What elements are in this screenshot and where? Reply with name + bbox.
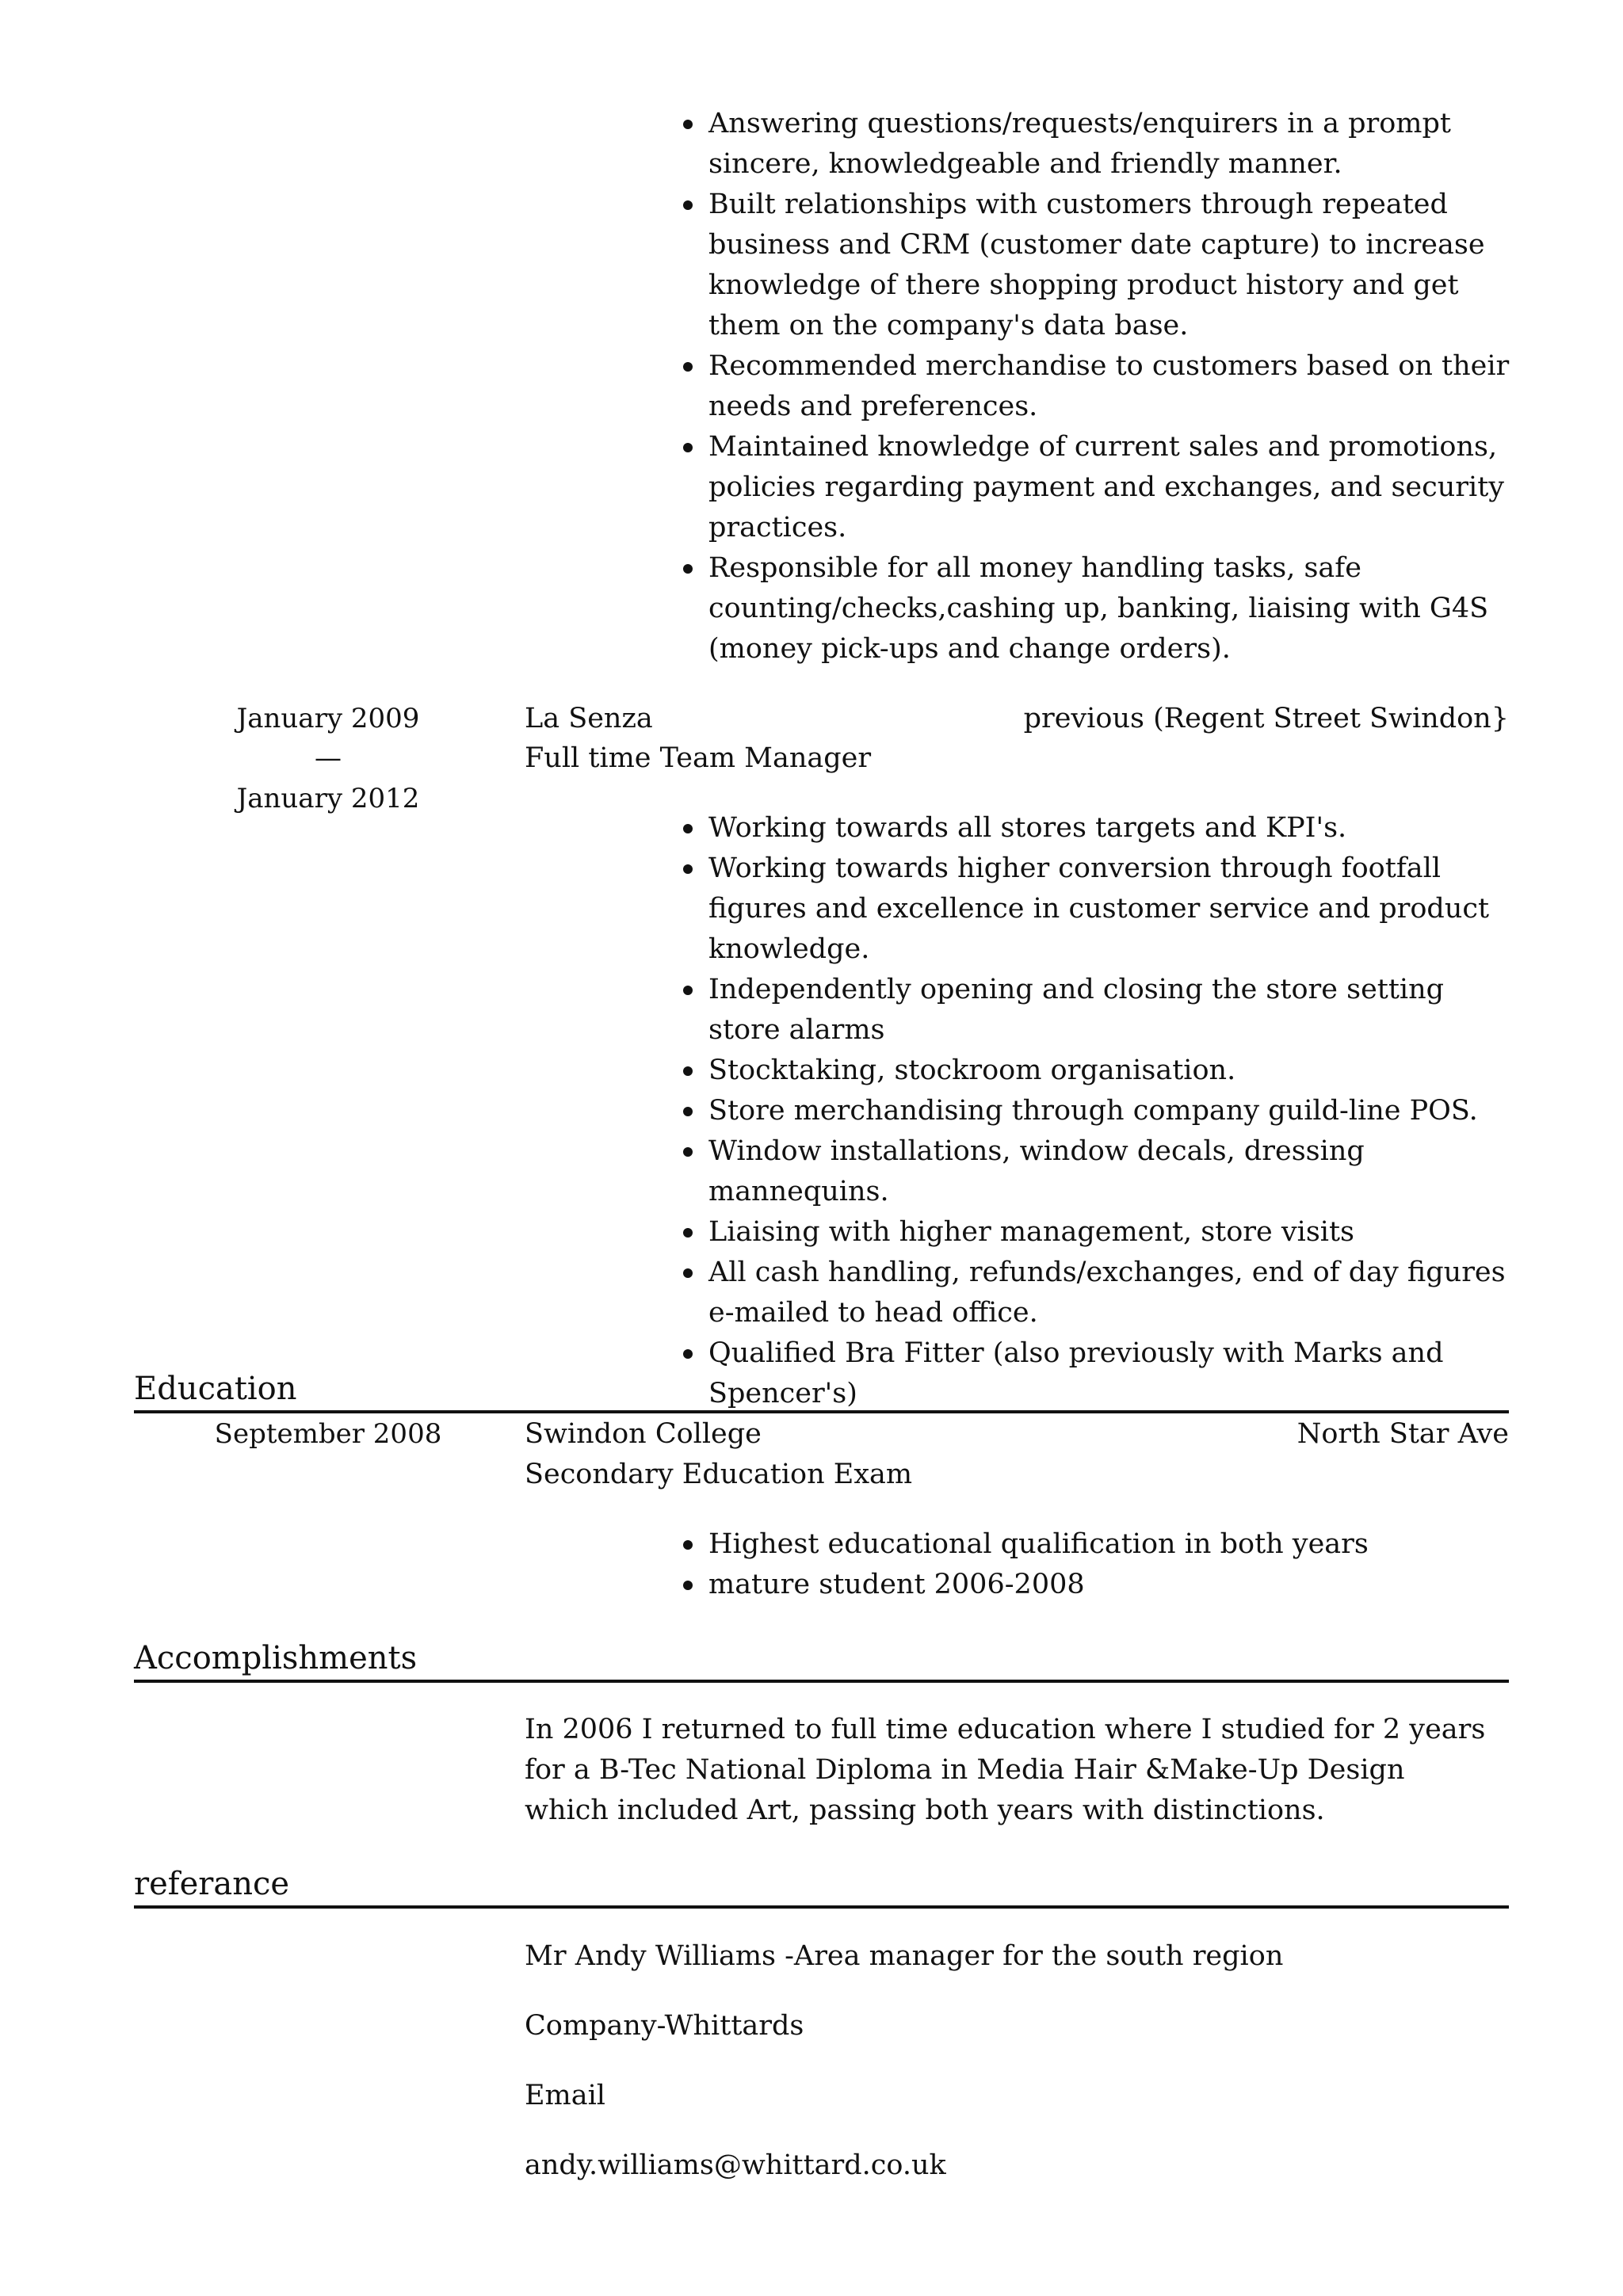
previous-job-bullets (682, 104, 1514, 669)
reference-email: andy.williams@whittard.co.uk (525, 2149, 946, 2181)
bullet-icon (683, 824, 693, 833)
accomplishments-heading: Accomplishments (134, 1640, 418, 1676)
section-divider (134, 1680, 1509, 1683)
qualification: Secondary Education Exam (525, 1459, 913, 1490)
section-divider (134, 1905, 1509, 1909)
reference-name: Mr Andy Williams -Area manager for the south region (525, 1940, 1284, 1972)
list-item: Store merchandising through company guild-line POS. (682, 1091, 1514, 1131)
accomplishments-text: In 2006 I returned to full time education where I studied for 2 years for a B-Tec National Diploma in Media Hair &Make-Up Design which included Art, passing both years with distinctions. (525, 1714, 1486, 1826)
school-name: Swindon College (525, 1418, 762, 1450)
education-heading: Education (134, 1371, 297, 1407)
reference-company: Company-Whittards (525, 2010, 804, 2042)
reference-email-label: Email (525, 2080, 605, 2111)
bullet-icon (683, 1581, 693, 1590)
list-item: Highest educational qualification in both years (682, 1524, 1514, 1565)
bullet-icon (683, 1228, 693, 1238)
list-item: Stocktaking, stockroom organisation. (682, 1051, 1514, 1091)
education-date: September 2008 (214, 1418, 442, 1450)
school-location: North Star Ave (1296, 1418, 1509, 1450)
list-item: mature student 2006-2008 (682, 1565, 1514, 1605)
list-item: Maintained knowledge of current sales and promotions, policies regarding payment and exchanges, and security practices. (682, 427, 1514, 548)
bullet-icon (683, 986, 693, 995)
bullet-icon (683, 443, 693, 452)
section-divider (134, 1410, 1509, 1413)
bullet-icon (683, 1066, 693, 1076)
list-item: Window installations, window decals, dressing mannequins. (682, 1131, 1514, 1212)
bullet-icon (683, 1540, 693, 1550)
job-title: Full time Team Manager (525, 742, 872, 774)
reference-heading: referance (134, 1866, 290, 1902)
job-date-end: January 2012 (236, 783, 420, 814)
list-item: Qualified Bra Fitter (also previously with Marks and Spencer's) (682, 1333, 1514, 1414)
bullet-icon (683, 864, 693, 874)
bullet-icon (683, 1147, 693, 1157)
list-item: Working towards higher conversion through footfall figures and excellence in customer service and product knowledge. (682, 849, 1514, 970)
employer-name: La Senza (525, 703, 653, 734)
list-item: Responsible for all money handling tasks, safe counting/checks,cashing up, banking, liaising with G4S (money pick-ups and change orders). (682, 548, 1514, 669)
list-item: Liaising with higher management, store visits (682, 1212, 1514, 1253)
bullet-icon (683, 362, 693, 372)
bullet-icon (683, 1107, 693, 1116)
list-item: Recommended merchandise to customers based on their needs and preferences. (682, 346, 1514, 427)
bullet-icon (683, 1268, 693, 1278)
job-date-start: January 2009 (236, 703, 420, 734)
bullet-icon (683, 200, 693, 210)
list-item: All cash handling, refunds/exchanges, end of day figures e-mailed to head office. (682, 1253, 1514, 1333)
bullet-icon (683, 120, 693, 129)
list-item: Independently opening and closing the store setting store alarms (682, 970, 1514, 1051)
bullet-icon (683, 564, 693, 574)
employer-location: previous (Regent Street Swindon} (1023, 703, 1509, 734)
la-senza-bullets (682, 808, 1514, 1414)
bullet-icon (683, 1349, 693, 1359)
job-date-separator: — (315, 742, 342, 774)
list-item: Built relationships with customers through repeated business and CRM (customer date capture) to increase knowledge of there shopping product history and get them on the company's data base. (682, 185, 1514, 346)
list-item: Answering questions/requests/enquirers in a prompt sincere, knowledgeable and friendly manner. (682, 104, 1514, 185)
education-bullets (682, 1524, 1514, 1605)
list-item: Working towards all stores targets and KPI's. (682, 808, 1514, 849)
